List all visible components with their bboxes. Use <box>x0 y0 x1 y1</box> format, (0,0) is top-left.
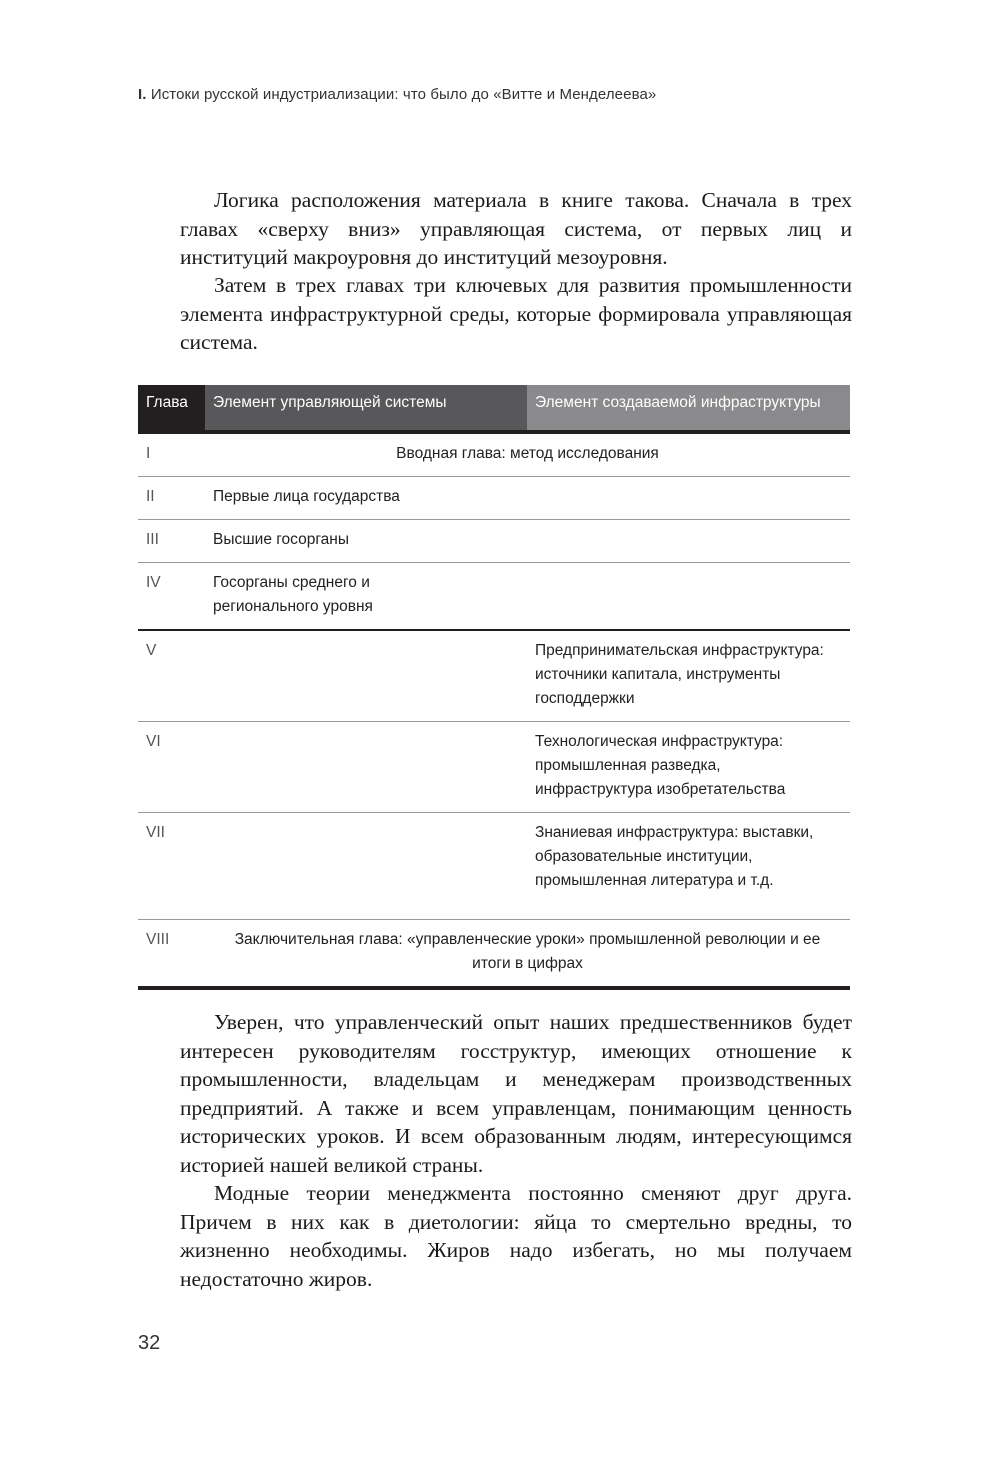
infra-cell: Технологическая инфраструктура: промышленная разведка, инфраструктура изобретательства <box>535 733 786 798</box>
paragraph-body-2: Модные теории менеджмента постоянно сменяют друг друга. Причем в них как в диетологии: яйца то смертельно вредны, то жизненно необходимы. Жиров надо избегать, но мы получаем недостаточно жиров. <box>180 1181 852 1291</box>
table-row <box>138 920 850 989</box>
running-head <box>138 86 858 103</box>
header-chapter: Глава <box>138 385 205 432</box>
paragraph-body-1: Уверен, что управленческий опыт наших предшественников будет интересен руководителям госструктур, имеющих отношение к промышленности, владельцам и менеджерам производственных предприятий. А также и всем управленцам, понимающим ценность исторических уроков. И всем образованным людям, интересующимся историей нашей великой страны. <box>180 1010 852 1177</box>
control-cell: Высшие госорганы <box>213 531 349 548</box>
table-row <box>138 722 850 813</box>
infra-cell <box>527 563 850 631</box>
header-control-element: Элемент управляющей системы <box>205 385 527 432</box>
control-cell <box>205 722 527 813</box>
paragraph-intro-1: Логика расположения материала в книге такова. Сначала в трех главах «сверху вниз» управляющая система, от первых лиц и институций макроуровня до институций мезоуровня. <box>180 188 852 269</box>
span-cell: Заключительная глава: «управленческие уроки» промышленной революции и ее итоги в цифрах <box>234 931 821 972</box>
header-infra-element: Элемент создаваемой инфраструктуры <box>527 385 850 432</box>
table-row <box>138 630 850 722</box>
infra-cell: Предпринимательская инфраструктура: источники капитала, инструменты господдержки <box>535 642 824 707</box>
paragraph-intro-2: Затем в трех главах три ключевых для развития промышленности элемента инфраструктурной среды, которые формировала управляющая система. <box>180 273 852 354</box>
control-cell: Госорганы среднего и регионального уровня <box>213 574 373 615</box>
chapter-cell: VI <box>146 733 161 750</box>
chapter-structure-table <box>138 385 850 990</box>
table-row <box>138 563 850 631</box>
table-header-row <box>138 385 850 432</box>
table-row <box>138 477 850 520</box>
infra-cell: Знаниевая инфраструктура: выставки, образовательные институции, промышленная литература и т.д. <box>535 824 814 889</box>
chapter-cell: III <box>146 531 159 548</box>
infra-cell <box>527 520 850 563</box>
span-cell: Вводная глава: метод исследования <box>396 445 659 462</box>
control-cell <box>205 630 527 722</box>
chapter-cell: I <box>146 445 151 462</box>
infra-cell <box>527 477 850 520</box>
table-row <box>138 813 850 920</box>
table-row <box>138 520 850 563</box>
chapter-cell: IV <box>146 574 161 591</box>
chapter-cell: VII <box>146 824 165 841</box>
chapter-number: I. <box>138 86 147 103</box>
table-row <box>138 432 850 477</box>
chapter-cell: VIII <box>146 931 170 948</box>
page-number: 32 <box>138 1332 161 1354</box>
chapter-cell: V <box>146 642 157 659</box>
chapter-title: Истоки русской индустриализации: что было до «Витте и Менделеева» <box>150 86 657 103</box>
control-cell: Первые лица государства <box>213 488 400 505</box>
chapter-cell: II <box>146 488 155 505</box>
control-cell <box>205 813 527 920</box>
